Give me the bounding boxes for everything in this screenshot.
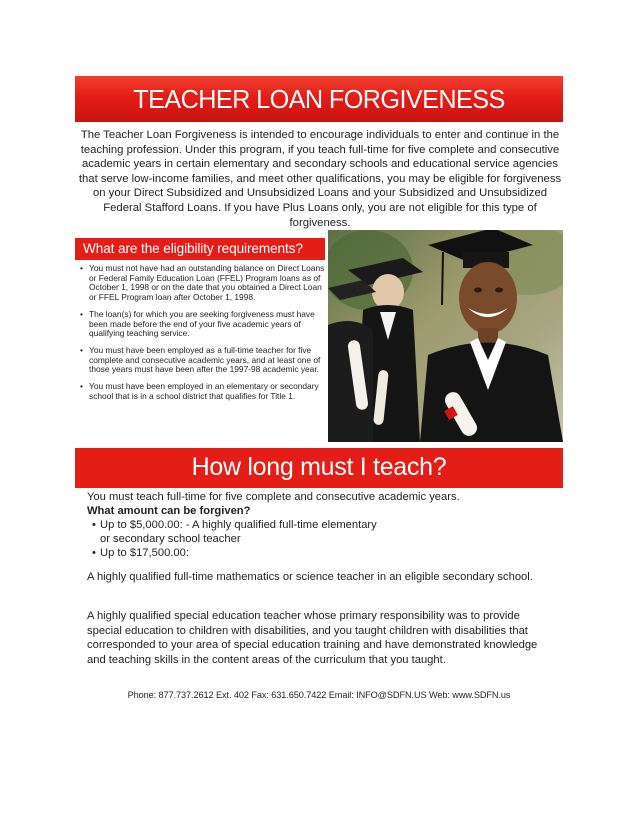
page-title: TEACHER LOAN FORGIVENESS	[133, 84, 505, 114]
bullet: •	[80, 344, 83, 355]
eligibility-list	[80, 264, 325, 408]
forgiveness-item-text: Up to $5,000.00: - A highly qualified full-time elementary	[100, 519, 377, 531]
contact-footer: Phone: 877.737.2612 Ext. 402 Fax: 631.650.7422 Email: INFO@SDFN.US Web: www.SDFN.us	[127, 690, 511, 700]
math-science-paragraph: A highly qualified full-time mathematics or science teacher in an eligible secondary school.	[87, 571, 533, 583]
eligibility-header	[75, 238, 325, 260]
bullet: •	[80, 308, 83, 319]
eligibility-item-text: You must not have had an outstanding balance on Direct Loans or Federal Family Education Loan (FFEL) Program loans as of October 1, 1998 or on the date that you obtained a Direct Loan or FFEL Program loan after October 1, 1998.	[89, 263, 325, 303]
forgiveness-item	[92, 546, 189, 561]
eligibility-item-text: You must have been employed in an elementary or secondary school that is in a school district that qualifies for Title 1.	[89, 381, 319, 401]
special-education-paragraph: A highly qualified special education teacher whose primary responsibility was to provide special education to children with disabilities, and you taught children with disabilities that corresponded to your area of special education training and have demonstrated knowledge and teaching skills in the content areas of the curriculum that you taught.	[87, 610, 538, 666]
teach-title: How long must I teach?	[191, 453, 447, 481]
must-teach-text: You must teach full-time for five complete and consecutive academic years.	[87, 491, 460, 503]
amount-question: What amount can be forgiven?	[87, 505, 251, 517]
graduate-photo	[328, 230, 563, 442]
graduate-photo-illustration	[328, 230, 563, 442]
eligibility-item	[80, 264, 325, 303]
bullet: •	[92, 547, 96, 559]
eligibility-item-text: You must have been employed as a full-time teacher for five complete and consecutive academic years, and at least one of those years must have been after the 1997-98 academic year.	[89, 344, 321, 375]
title-banner	[75, 76, 563, 122]
eligibility-title: What are the eligibility requirements?	[83, 241, 303, 256]
bullet: •	[80, 381, 83, 392]
eligibility-item-text: The loan(s) for which you are seeking forgiveness must have been made before the end of your five academic years of qualifying teaching service.	[89, 308, 315, 339]
teach-header	[75, 448, 563, 488]
forgiveness-item	[92, 518, 412, 533]
bullet: •	[80, 263, 83, 273]
intro-paragraph: The Teacher Loan Forgiveness is intended to encourage individuals to enter and continue in the teaching profession. Under this program, if you teach full-time for five complete and consecutive academic years in certain elementary and secondary schools and educational service agencies that serve low-income families, and meet other qualifications, you may be eligible for forgiveness on your Direct Subsidized and Unsubsidized Loans and your Subsidized and Unsubsidized Federal Stafford Loans. If you have Plus Loans only, you are not eligible for this type of forgiveness.	[78, 129, 562, 229]
eligibility-item	[80, 310, 325, 339]
eligibility-item	[80, 382, 325, 401]
forgiveness-item-continued: or secondary school teacher	[100, 533, 241, 545]
forgiveness-item-text: Up to $17,500.00:	[100, 547, 189, 559]
bullet: •	[92, 519, 96, 531]
eligibility-item	[80, 346, 325, 375]
